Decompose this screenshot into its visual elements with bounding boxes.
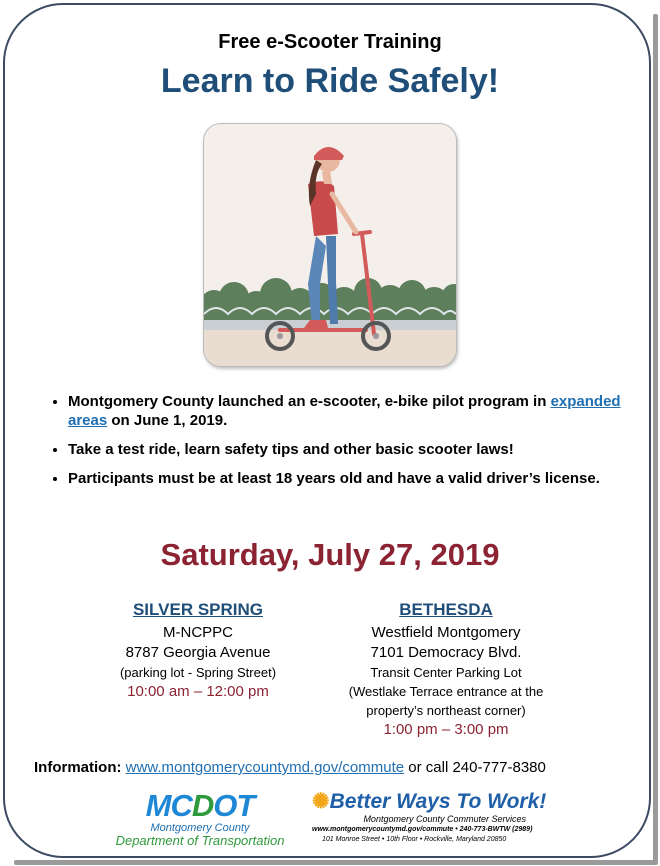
- location-bethesda: [330, 600, 562, 740]
- location-note: (parking lot - Spring Street): [119, 665, 277, 680]
- mcdot-logo: MCDOT Montgomery County Department of Transportation: [115, 788, 285, 848]
- commute-website-link[interactable]: www.montgomerycountymd.gov/commute: [125, 759, 405, 776]
- sun-icon: ✺: [312, 790, 330, 813]
- better-ways-to-work-logo: ✺Better Ways To Work! Montgomery County Commuter Services www.montgomerycountymd.gov/commute • 240-773-BWTW (2989) 101 Monroe Street • 10th Floor • Rockville, Maryland 20850: [312, 790, 547, 843]
- location-address: 8787 Georgia Avenue: [125, 644, 271, 661]
- location-venue: Westfield Montgomery: [371, 624, 521, 641]
- location-time: 10:00 am – 12:00 pm: [127, 683, 269, 700]
- info-phone: or call 240-777-8380: [404, 759, 546, 776]
- location-address: 7101 Democracy Blvd.: [370, 644, 522, 661]
- info-bullets: [30, 392, 658, 498]
- scooter-rider-illustration: [203, 123, 457, 367]
- bullet-test-ride: • Take a test ride, learn safety tips and other basic scooter laws!: [68, 440, 658, 459]
- location-lot: Transit Center Parking Lot: [370, 665, 522, 680]
- location-city: BETHESDA: [399, 600, 493, 619]
- location-venue: M-NCPPC: [163, 624, 233, 641]
- flyer-title: Learn to Ride Safely!: [160, 62, 500, 100]
- location-city: SILVER SPRING: [132, 600, 264, 619]
- bullet-program: • Montgomery County launched an e-scooter, e-bike pilot program in expanded areas on June 1, 2019.: [68, 392, 658, 430]
- info-label: Information:: [34, 759, 122, 776]
- location-silver-spring: [100, 600, 296, 702]
- location-note: (Westlake Terrace entrance at the property’s northeast corner): [348, 684, 544, 718]
- location-time: 1:00 pm – 3:00 pm: [383, 721, 509, 738]
- bullet-requirements: • Participants must be at least 18 years old and have a valid driver’s license.: [68, 469, 658, 488]
- border-shadow-bottom: [14, 860, 658, 865]
- event-date: Saturday, July 27, 2019: [160, 537, 500, 572]
- expanded-areas-link[interactable]: expanded areas: [68, 393, 621, 429]
- flyer-subtitle: Free e-Scooter Training: [218, 31, 442, 53]
- contact-info: [34, 759, 546, 776]
